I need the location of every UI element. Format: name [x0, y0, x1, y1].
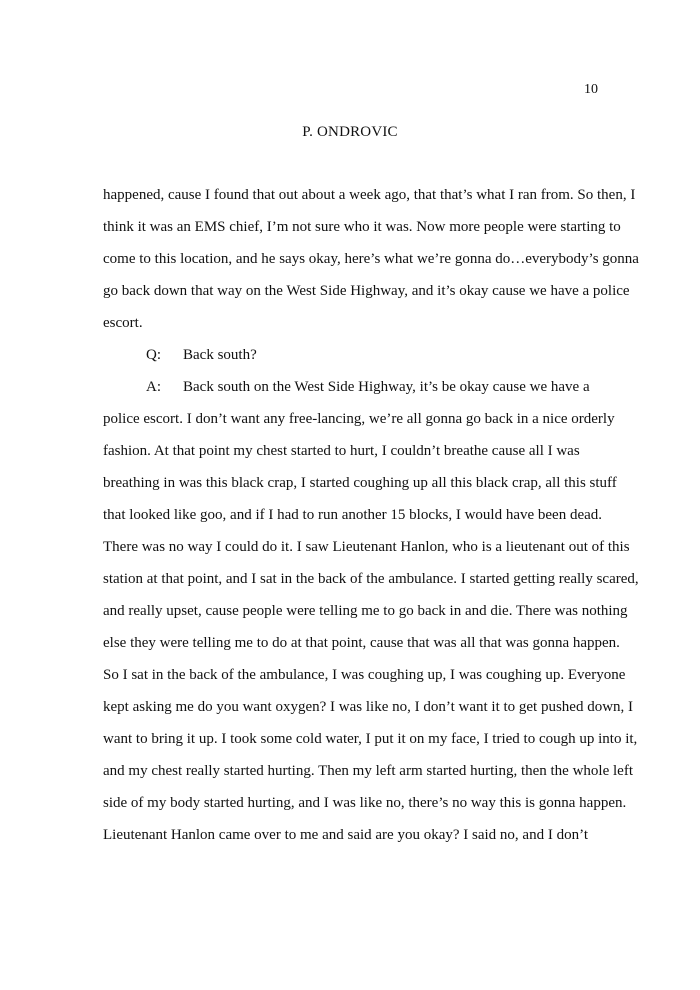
page-number: 10	[584, 82, 598, 97]
text-line: police escort. I don’t want any free-lancing, we’re all gonna go back in a nice orderly	[103, 411, 615, 427]
question-label: Q:	[146, 347, 161, 363]
text-line: think it was an EMS chief, I’m not sure who it was. Now more people were starting to	[103, 219, 621, 235]
text-line: else they were telling me to do at that point, cause that was all that was gonna happen.	[103, 635, 620, 651]
text-line: escort.	[103, 315, 143, 331]
text-line: breathing in was this black crap, I started coughing up all this black crap, all this stuff	[103, 475, 617, 491]
text-line: kept asking me do you want oxygen? I was like no, I don’t want it to get pushed down, I	[103, 699, 634, 715]
answer-text: Back south on the West Side Highway, it’s be okay cause we have a	[183, 379, 590, 395]
text-line: happened, cause I found that out about a week ago, that that’s what I ran from. So then, I	[103, 187, 636, 203]
question-text: Back south?	[183, 347, 257, 363]
answer-label: A:	[146, 379, 161, 395]
text-line: Lieutenant Hanlon came over to me and said are you okay? I said no, and I don’t	[103, 827, 588, 843]
text-line: side of my body started hurting, and I was like no, there’s no way this is gonna happen.	[103, 795, 627, 811]
text-line: come to this location, and he says okay, here’s what we’re gonna do…everybody’s gonna	[103, 251, 639, 267]
text-line: There was no way I could do it. I saw Lieutenant Hanlon, who is a lieutenant out of this	[103, 539, 630, 555]
question-line	[146, 346, 257, 364]
text-line: So I sat in the back of the ambulance, I was coughing up, I was coughing up. Everyone	[103, 667, 626, 683]
page-header: P. ONDROVIC	[302, 124, 398, 140]
text-line: go back down that way on the West Side Highway, and it’s okay cause we have a police	[103, 283, 630, 299]
text-line: want to bring it up. I took some cold water, I put it on my face, I tried to cough up into it,	[103, 731, 638, 747]
text-line: station at that point, and I sat in the back of the ambulance. I started getting really scared,	[103, 571, 639, 587]
text-line: that looked like goo, and if I had to run another 15 blocks, I would have been dead.	[103, 507, 603, 523]
text-line: and really upset, cause people were telling me to go back in and die. There was nothing	[103, 603, 628, 619]
text-line: and my chest really started hurting. Then my left arm started hurting, then the whole left	[103, 763, 633, 779]
answer-line	[146, 378, 590, 396]
text-line: fashion. At that point my chest started to hurt, I couldn’t breathe cause all I was	[103, 443, 580, 459]
